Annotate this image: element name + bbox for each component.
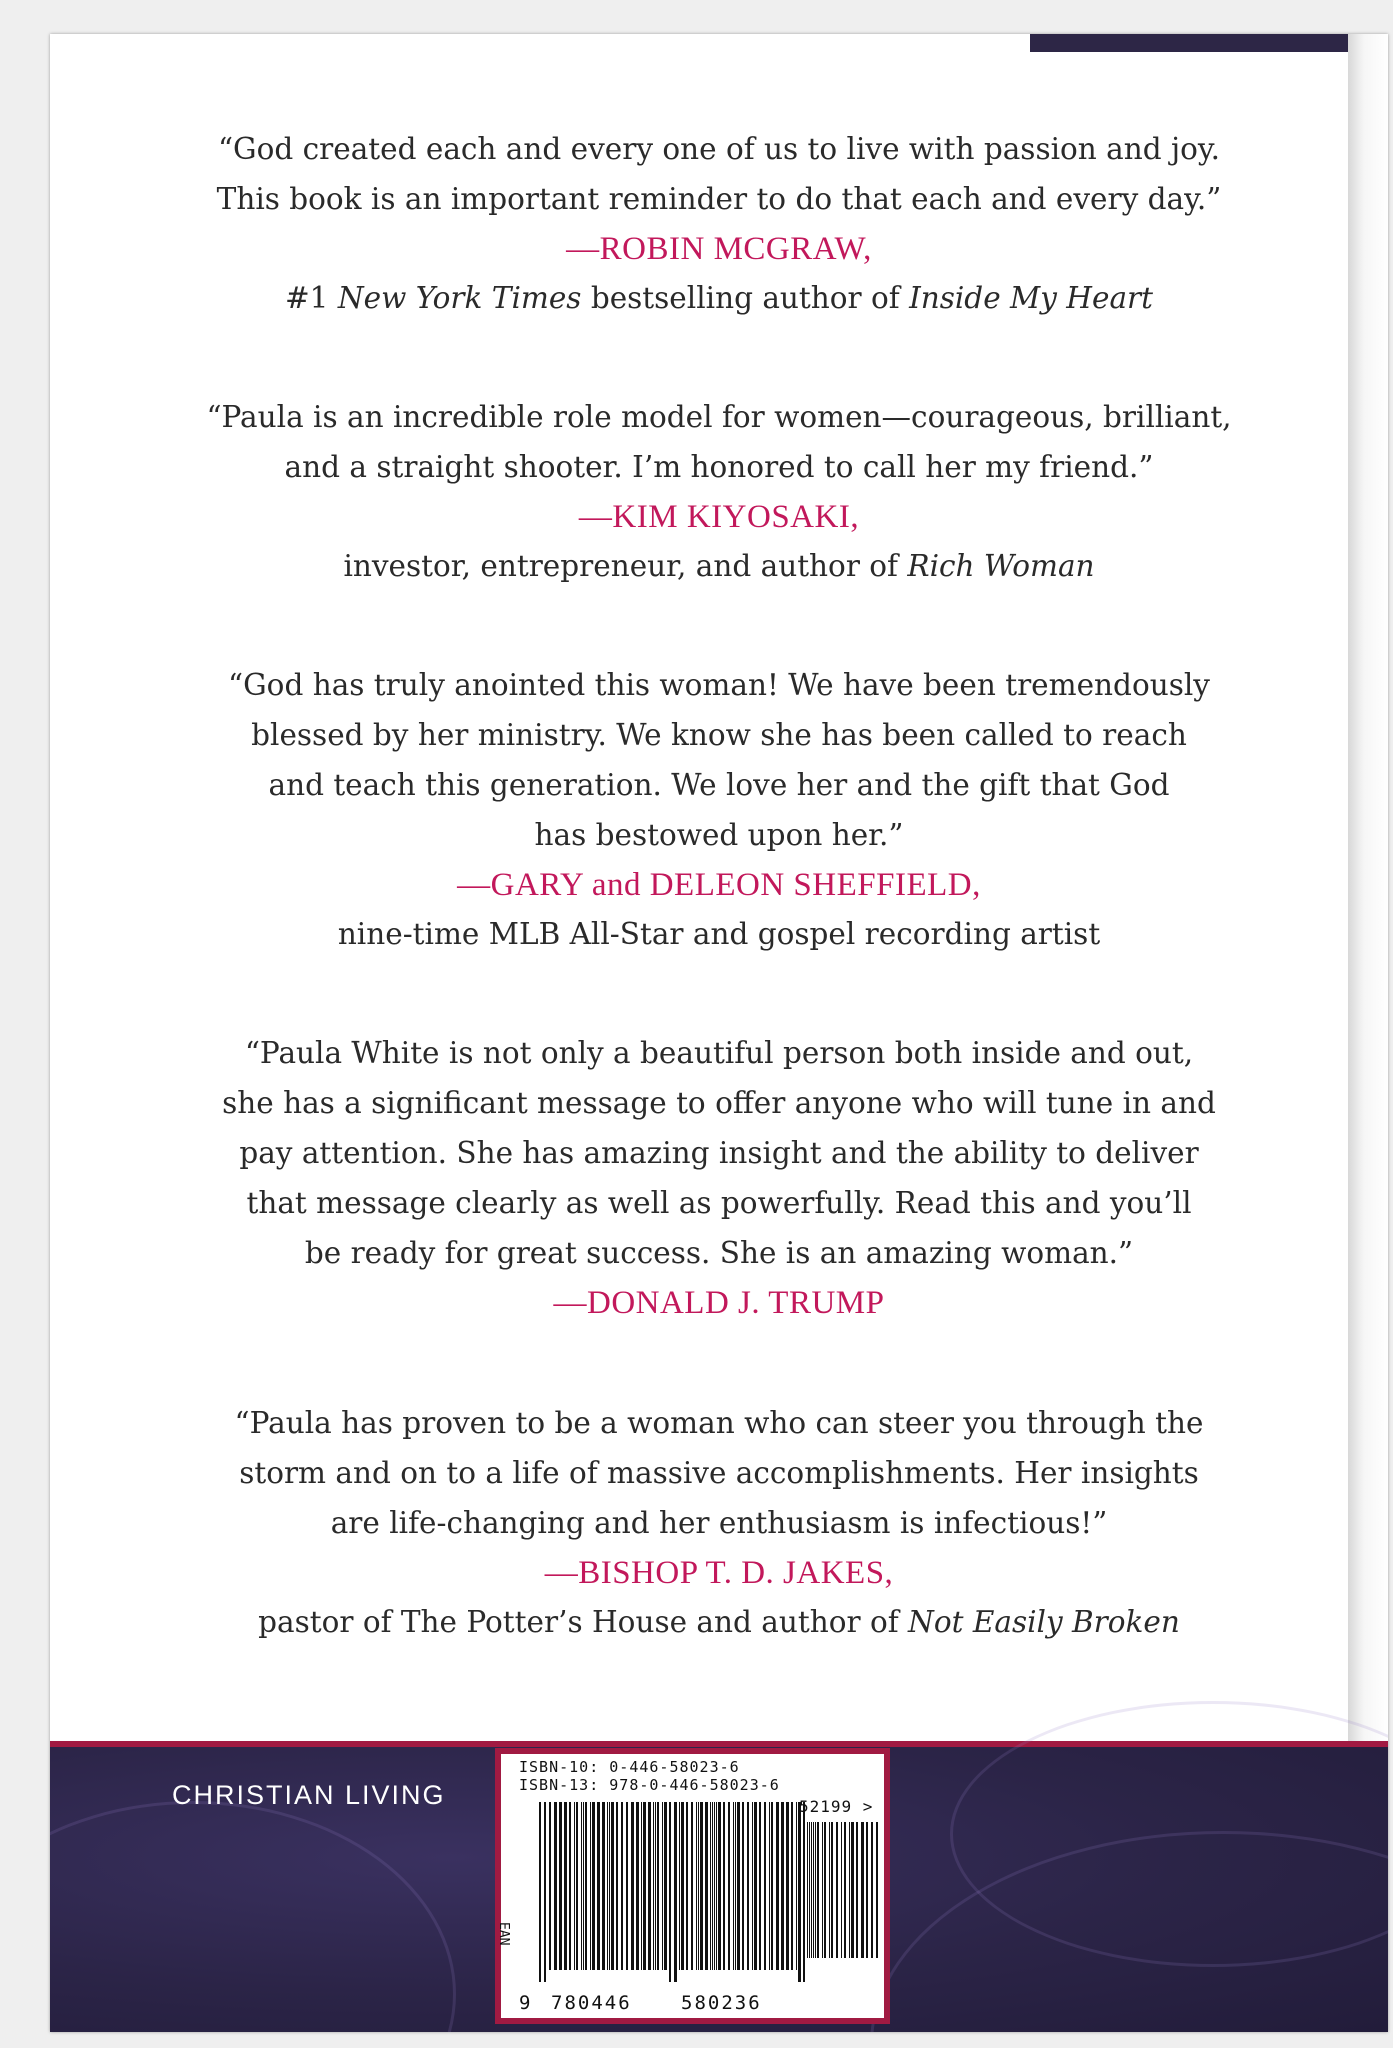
quote-text (50, 1398, 1388, 1548)
barcode-bar (786, 1802, 789, 1970)
isbn-13: ISBN-13: 978-0-446-58023-6 (519, 1776, 780, 1794)
quote-text (50, 124, 1388, 224)
barcode-bar (876, 1822, 878, 1958)
quote-attribution: —ROBIN MCGRAW, (566, 231, 872, 267)
barcode-bar (829, 1822, 830, 1958)
barcode-bar (856, 1822, 858, 1958)
quote-line: This book is an important reminder to do that each and every day.” (216, 182, 1222, 216)
quote-attribution: —BISHOP T. D. JAKES, (544, 1555, 894, 1591)
role-title: Inside My Heart (909, 281, 1154, 315)
endorsement-robin-mcgraw (50, 124, 1388, 322)
barcode-bar (655, 1802, 656, 1970)
barcode-bar (718, 1802, 721, 1970)
barcode-bar (712, 1802, 713, 1970)
role-text: #1 (284, 281, 338, 315)
barcode-bar (597, 1802, 600, 1970)
barcode-bar (735, 1802, 736, 1970)
barcode-bar (686, 1802, 688, 1970)
book-back-cover (50, 34, 1388, 2032)
barcode-bar (583, 1802, 584, 1970)
barcode-bar (769, 1802, 770, 1970)
barcode-bar (764, 1802, 766, 1970)
barcode-bar (631, 1802, 634, 1970)
barcode-bar (592, 1802, 595, 1970)
barcode-bar (648, 1802, 651, 1970)
barcode-bar (733, 1802, 734, 1970)
barcode-bar (698, 1802, 699, 1970)
quote-line: are life-changing and her enthusiasm is infectious!” (330, 1506, 1108, 1540)
barcode-bar (705, 1802, 708, 1970)
barcode-bar (607, 1802, 608, 1970)
barcode-bar (669, 1802, 671, 1982)
barcode-bar (836, 1822, 838, 1958)
barcode-bar (803, 1822, 804, 1958)
quote-line: that message clearly as well as powerfully. Read this and you’ll (246, 1186, 1192, 1220)
endorsements (50, 124, 1388, 1716)
barcode-digits-group-2: 580236 (681, 1992, 762, 2014)
quote-line: storm and on to a life of massive accomplishments. Her insights (239, 1456, 1199, 1490)
barcode-bar (807, 1822, 808, 1958)
barcode-bar (776, 1802, 779, 1970)
barcode-bar (716, 1802, 717, 1970)
barcode-bar (871, 1822, 873, 1958)
price-barcode (801, 1822, 881, 1972)
quote-line: “God created each and every one of us to live with passion and joy. (217, 132, 1221, 166)
barcode-bar (559, 1802, 562, 1970)
quote-text (50, 660, 1388, 860)
barcode-bar (657, 1802, 659, 1970)
quote-line: and a straight shooter. I’m honored to call her my friend.” (284, 450, 1154, 484)
barcode-bar (781, 1802, 784, 1970)
barcode-bar (641, 1802, 642, 1970)
role-text: pastor of The Potter’s House and author of (258, 1605, 909, 1639)
barcode-digits-group-1: 780446 (551, 1992, 632, 2014)
barcode-bar (811, 1822, 812, 1958)
barcode-bar (813, 1822, 814, 1958)
attribution-role (50, 542, 1388, 590)
endorsement-sheffield (50, 660, 1388, 958)
quote-attribution: —GARY and DELEON SHEFFIELD, (457, 867, 981, 903)
barcode-bar (544, 1802, 546, 1982)
role-text: investor, entrepreneur, and author of (343, 549, 908, 583)
ean-barcode (537, 1802, 827, 1982)
barcode-bar (621, 1802, 623, 1970)
barcode-panel (495, 1748, 890, 2024)
quote-line: blessed by her ministry. We know she has been called to reach (251, 718, 1187, 752)
barcode-bar (653, 1802, 654, 1970)
barcode-bar (824, 1822, 826, 1958)
quote-text (50, 392, 1388, 492)
barcode-bar (539, 1802, 541, 1982)
barcode-bar (728, 1802, 730, 1970)
isbn-10: ISBN-10: 0-446-58023-6 (519, 1758, 740, 1776)
quote-attribution: —DONALD J. TRUMP (553, 1285, 885, 1321)
barcode-bar (844, 1822, 846, 1958)
barcode-bar (841, 1822, 842, 1958)
barcode-bar (861, 1822, 864, 1958)
quote-line: “Paula is an incredible role model for women—courageous, brilliant, (206, 400, 1232, 434)
endorsement-td-jakes (50, 1398, 1388, 1646)
barcode-bar (643, 1802, 646, 1970)
endorsement-donald-trump (50, 1028, 1388, 1328)
barcode-bar (611, 1802, 614, 1970)
attribution-role: nine-time MLB All-Star and gospel recording artist (337, 917, 1101, 951)
role-title: Not Easily Broken (908, 1605, 1180, 1639)
barcode-bar (822, 1822, 823, 1958)
barcode-bar (679, 1802, 680, 1970)
barcode-bar (742, 1802, 744, 1970)
quote-line: has bestowed upon her.” (534, 818, 904, 852)
barcode-bar (866, 1822, 868, 1958)
barcode-bar (609, 1802, 610, 1970)
barcode-bar (576, 1802, 578, 1970)
barcode-bar (574, 1802, 575, 1970)
quote-line: “Paula White is not only a beautiful person both inside and out, (244, 1036, 1194, 1070)
barcode-bar (710, 1802, 711, 1970)
barcode-bar (664, 1802, 667, 1970)
barcode-bar (754, 1802, 757, 1970)
barcode-bar (849, 1822, 850, 1958)
quote-line: “God has truly anointed this woman! We have been tremendously (228, 668, 1210, 702)
barcode-bar (564, 1802, 567, 1970)
quote-line: pay attention. She has amazing insight and the ability to deliver (239, 1136, 1199, 1170)
price-code: 52199 > (799, 1797, 874, 1816)
barcode-bar (674, 1802, 677, 1982)
decorative-swirl (50, 1801, 456, 2032)
barcode-bar (796, 1802, 797, 1970)
quote-line: and teach this generation. We love her and the gift that God (268, 768, 1170, 802)
quote-attribution: —KIM KIYOSAKI, (578, 499, 860, 535)
role-title: Rich Woman (907, 549, 1095, 583)
barcode-bar (747, 1802, 749, 1970)
barcode-bar (851, 1822, 854, 1958)
barcode-bar (723, 1802, 725, 1970)
barcode-bar (569, 1802, 571, 1970)
role-title: New York Times (337, 281, 582, 315)
barcode-bar (809, 1822, 810, 1958)
endorsement-kim-kiyosaki (50, 392, 1388, 590)
barcode-bar (681, 1802, 684, 1970)
barcode-bar (691, 1802, 693, 1970)
barcode-bar (636, 1802, 639, 1970)
barcode-bar (771, 1802, 773, 1970)
barcode-bar (616, 1802, 618, 1970)
role-text: bestselling author of (581, 281, 910, 315)
barcode-bar (554, 1802, 557, 1970)
barcode-bar (549, 1802, 551, 1970)
attribution-role (50, 1598, 1388, 1646)
quote-line: she has a significant message to offer anyone who will tune in and (222, 1086, 1216, 1120)
category-label: CHRISTIAN LIVING (172, 1780, 446, 1810)
barcode-bar (817, 1822, 819, 1958)
barcode-bar (590, 1802, 591, 1970)
quote-line: “Paula has proven to be a woman who can steer you through the (234, 1406, 1204, 1440)
barcode-bar (714, 1802, 715, 1970)
barcode-bar (585, 1802, 587, 1970)
quote-line: be ready for great success. She is an amazing woman.” (304, 1236, 1134, 1270)
barcode-bar (791, 1802, 793, 1970)
barcode-bar (626, 1802, 628, 1970)
barcode-bar (662, 1802, 663, 1970)
barcode-bar (815, 1822, 816, 1958)
barcode-bar (700, 1802, 703, 1970)
barcode-bar (737, 1802, 740, 1970)
barcode-bar (831, 1822, 833, 1958)
barcode-bar (752, 1802, 753, 1970)
barcode-digit-first: 9 (519, 1992, 533, 2014)
ean-label: EAN (496, 1922, 511, 1946)
barcode-bar (602, 1802, 605, 1970)
attribution-role (50, 274, 1388, 322)
barcode-bar (581, 1802, 582, 1970)
top-dark-band (1030, 34, 1388, 52)
barcode-bar (696, 1802, 697, 1970)
quote-text (50, 1028, 1388, 1278)
barcode-bar (759, 1802, 761, 1970)
